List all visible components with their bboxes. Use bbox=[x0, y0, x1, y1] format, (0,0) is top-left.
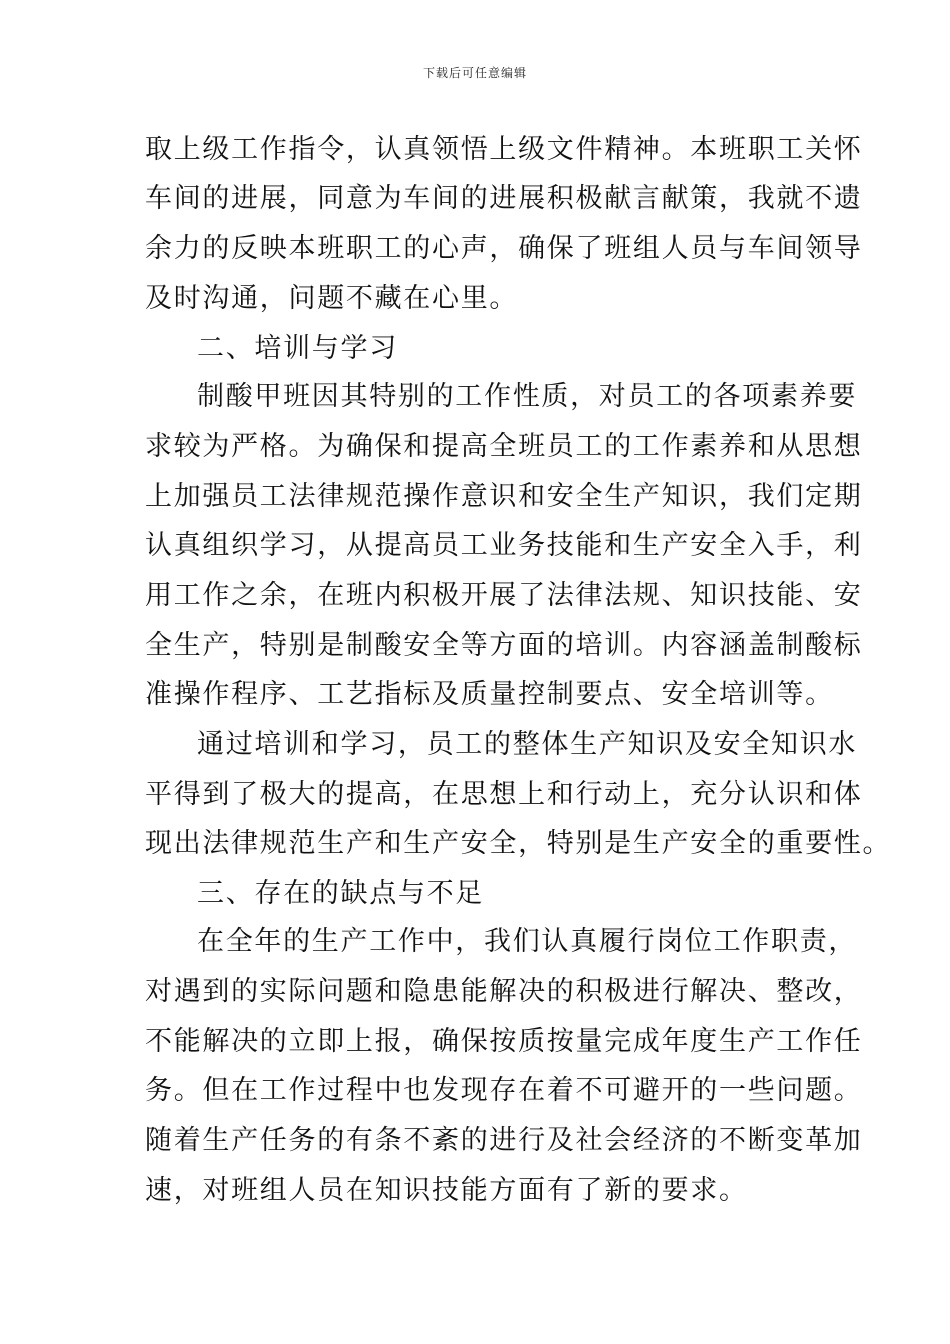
text-line: 在全年的生产工作中，我们认真履行岗位工作职责， bbox=[197, 926, 858, 957]
section-heading: 二、培训与学习 bbox=[197, 333, 398, 364]
text-line: 不能解决的立即上报，确保按质按量完成年度生产工作任 bbox=[145, 1026, 863, 1057]
text-line: 对遇到的实际问题和隐患能解决的积极进行解决、整改， bbox=[145, 976, 863, 1007]
text-line: 上加强员工法律规范操作意识和安全生产知识，我们定期 bbox=[145, 481, 863, 512]
text-line: 制酸甲班因其特别的工作性质，对员工的各项素养要 bbox=[197, 381, 858, 412]
text-line: 随着生产任务的有条不紊的进行及社会经济的不断变革加 bbox=[145, 1125, 863, 1156]
text-line: 求较为严格。为确保和提高全班员工的工作素养和从思想 bbox=[145, 431, 863, 462]
text-line: 平得到了极大的提高，在思想上和行动上，充分认识和体 bbox=[145, 779, 863, 810]
text-line: 用工作之余，在班内积极开展了法律法规、知识技能、安 bbox=[145, 580, 863, 611]
text-line: 取上级工作指令，认真领悟上级文件精神。本班职工关怀 bbox=[145, 134, 863, 165]
text-line: 务。但在工作过程中也发现存在着不可避开的一些问题。 bbox=[145, 1075, 863, 1106]
text-line: 车间的进展，同意为车间的进展积极献言献策，我就不遗 bbox=[145, 183, 863, 214]
section-heading: 三、存在的缺点与不足 bbox=[197, 878, 484, 909]
text-line: 准操作程序、工艺指标及质量控制要点、安全培训等。 bbox=[145, 679, 834, 710]
text-line: 全生产，特别是制酸安全等方面的培训。内容涵盖制酸标 bbox=[145, 630, 863, 661]
text-line: 速，对班组人员在知识技能方面有了新的要求。 bbox=[145, 1175, 748, 1206]
text-line: 余力的反映本班职工的心声，确保了班组人员与车间领导 bbox=[145, 233, 863, 264]
page-header: 下载后可任意编辑 bbox=[422, 66, 527, 80]
text-line: 认真组织学习，从提高员工业务技能和生产安全入手，利 bbox=[145, 530, 863, 561]
text-line: 现出法律规范生产和生产安全，特别是生产安全的重要性。 bbox=[145, 828, 892, 859]
text-line: 及时沟通，问题不藏在心里。 bbox=[145, 283, 519, 314]
text-line: 通过培训和学习，员工的整体生产知识及安全知识水 bbox=[197, 729, 858, 760]
